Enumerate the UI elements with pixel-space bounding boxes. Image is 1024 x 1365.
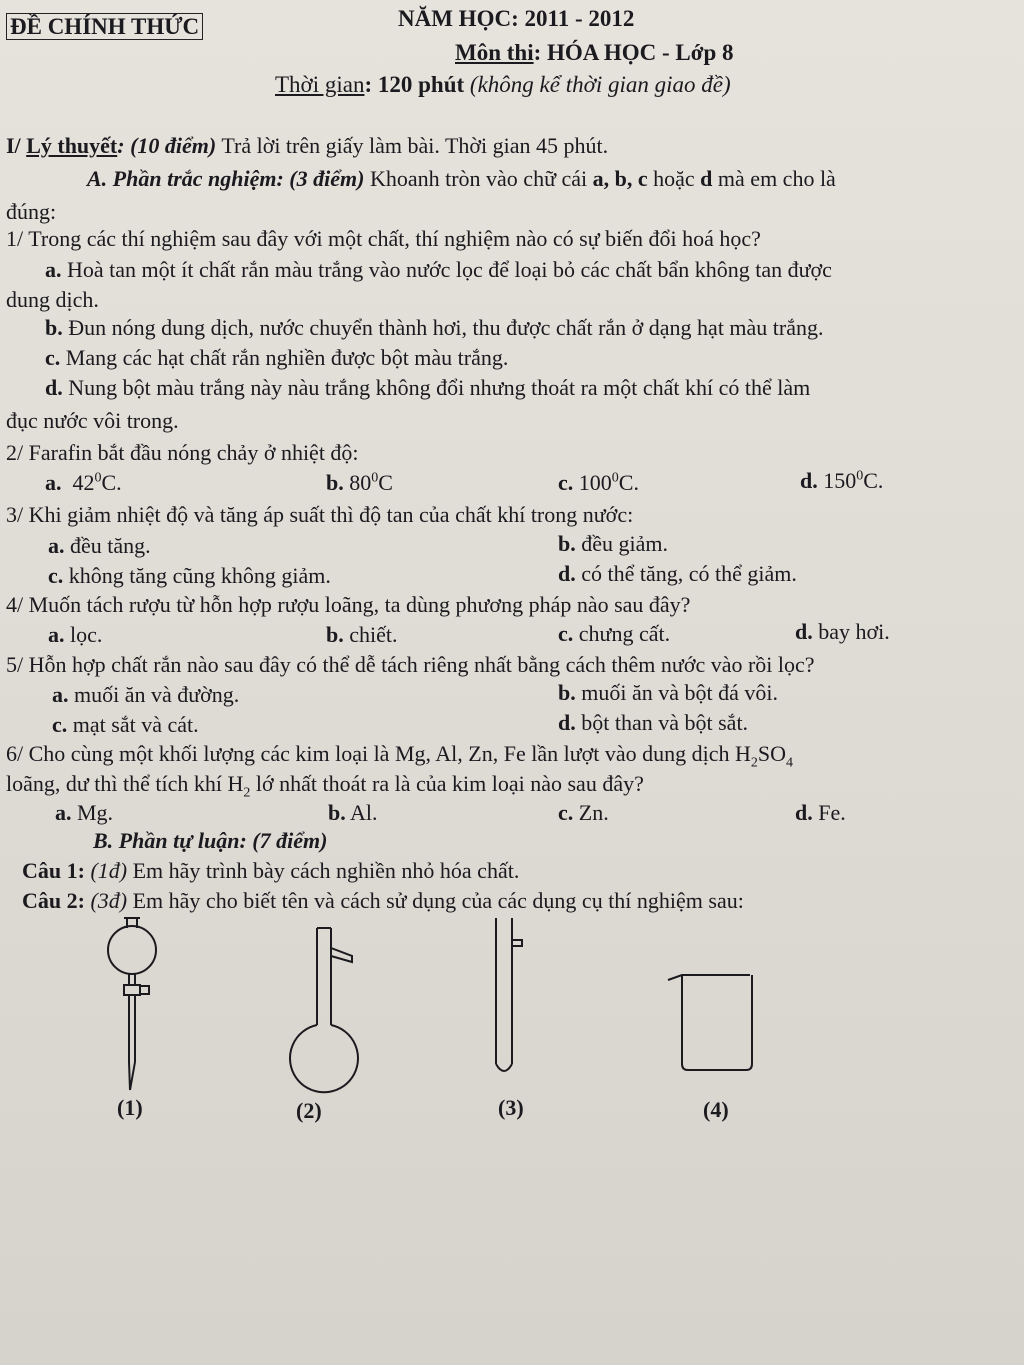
q6-option-d: d. Fe. xyxy=(795,800,846,825)
q5-option-d: d. bột than và bột sắt. xyxy=(558,710,749,735)
partB-heading: B. Phần tự luận: (7 điểm) xyxy=(93,828,328,853)
time-line: Thời gian: 120 phút (không kể thời gian giao đề) xyxy=(275,72,731,97)
q6-stem: 6/ Cho cùng một khối lượng các kim loại là Mg, Al, Zn, Fe lần lượt vào dung dịch $H_2SO_4$ xyxy=(6,741,794,771)
cau2: Câu 2: (3đ) Em hãy cho biết tên và cách sử dụng của các dụng cụ thí nghiệm sau: xyxy=(22,888,744,913)
q1-option-d-cont: đục nước vôi trong. xyxy=(6,408,179,433)
q6-option-b: b. Al. xyxy=(328,800,378,825)
q4-option-d: d. bay hơi. xyxy=(795,619,890,644)
q5-option-b: b. muối ăn và bột đá vôi. xyxy=(558,680,778,705)
subject-line: Môn thi: HÓA HỌC - Lớp 8 xyxy=(455,40,734,65)
q3-option-c: c. không tăng cũng không giảm. xyxy=(48,563,331,588)
side-arm-tube-drawing xyxy=(496,918,522,1071)
q1-option-d: d. Nung bột màu trắng này nàu trắng không đổi nhưng thoát ra một chất khí có thể làm xyxy=(45,375,811,400)
q4-option-b: b. chiết. xyxy=(326,622,398,647)
q1-option-c: c. Mang các hạt chất rắn nghiền được bột màu trắng. xyxy=(45,345,509,370)
q2-option-d: d. $150^0C$. xyxy=(800,468,884,493)
q5-stem: 5/ Hỗn hợp chất rắn nào sau đây có thể dễ tách riêng nhất bằng cách thêm nước vào rồi lọc? xyxy=(6,652,815,677)
q3-option-b: b. đều giảm. xyxy=(558,531,669,556)
q6-option-c: c. Zn. xyxy=(558,800,609,825)
q4-stem: 4/ Muốn tách rượu từ hỗn hợp rượu loãng, ta dùng phương pháp nào sau đây? xyxy=(6,592,691,617)
distillation-flask-drawing xyxy=(290,928,358,1092)
figure-label-2: (2) xyxy=(296,1098,322,1123)
q1-option-a-cont: dung dịch. xyxy=(6,287,99,312)
q6-stem-cont: loãng, dư thì thể tích khí $H_2$ lớ nhất thoát ra là của kim loại nào sau đây? xyxy=(6,771,644,801)
figure-label-3: (3) xyxy=(498,1095,524,1120)
q3-option-a: a. đều tăng. xyxy=(48,533,151,558)
figure-label-4: (4) xyxy=(703,1097,729,1122)
beaker-drawing xyxy=(668,975,752,1070)
q4-option-a: a. lọc. xyxy=(48,622,103,647)
q1-stem: 1/ Trong các thí nghiệm sau đây với một chất, thí nghiệm nào có sự biến đổi hoá học? xyxy=(6,226,761,251)
q1-option-a: a. Hoà tan một ít chất rắn màu trắng vào nước lọc để loại bỏ các chất bẩn không tan được xyxy=(45,257,832,282)
q3-stem: 3/ Khi giảm nhiệt độ và tăng áp suất thì độ tan của chất khí trong nước: xyxy=(6,502,634,527)
q2-stem: 2/ Farafin bắt đầu nóng chảy ở nhiệt độ: xyxy=(6,440,359,465)
official-label: ĐỀ CHÍNH THỨC xyxy=(6,14,203,40)
figure-label-1: (1) xyxy=(117,1095,143,1120)
q5-option-a: a. muối ăn và đường. xyxy=(52,682,240,707)
partA-heading-cont: đúng: xyxy=(6,199,57,224)
q4-option-c: c. chưng cất. xyxy=(558,621,671,646)
q3-option-d: d. có thể tăng, có thể giảm. xyxy=(558,561,797,586)
cau1: Câu 1: (1đ) Em hãy trình bày cách nghiền nhỏ hóa chất. xyxy=(22,858,520,883)
separatory-funnel-drawing xyxy=(108,918,156,1090)
q2-option-c: c. $100^0C$. xyxy=(558,470,639,495)
part1-heading: I/ Lý thuyết: (10 điểm) Trả lời trên giấy làm bài. Thời gian 45 phút. xyxy=(6,133,609,158)
q2-option-b: b. $80^0C$ xyxy=(326,470,393,495)
partA-heading: A. Phần trắc nghiệm: (3 điểm) Khoanh tròn vào chữ cái a, b, c hoặc d mà em cho là xyxy=(87,166,836,191)
q5-option-c: c. mạt sắt và cát. xyxy=(52,712,199,737)
school-year: NĂM HỌC: 2011 - 2012 xyxy=(398,6,635,31)
q6-option-a: a. Mg. xyxy=(55,800,114,825)
q2-option-a: a. $42^0C$. xyxy=(45,470,122,495)
q1-option-b: b. Đun nóng dung dịch, nước chuyển thành hơi, thu được chất rắn ở dạng hạt màu trắng. xyxy=(45,315,824,340)
